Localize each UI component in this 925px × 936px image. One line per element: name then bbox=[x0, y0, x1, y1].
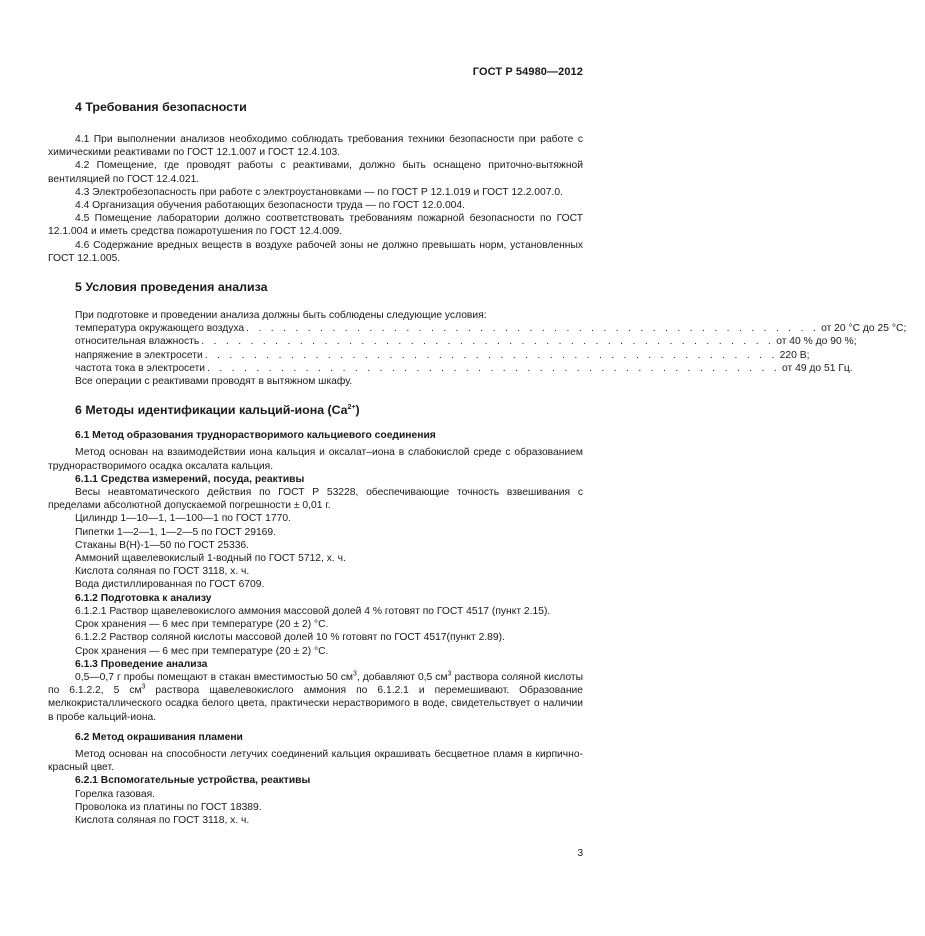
condition-row bbox=[48, 322, 907, 335]
list-item: Проволока из платины по ГОСТ 18389. bbox=[75, 801, 262, 813]
unit-superscript: 3 bbox=[353, 670, 357, 678]
list-item: Горелка газовая. bbox=[75, 788, 156, 800]
condition-value: от 40 % до 90 %; bbox=[776, 336, 857, 348]
list-item: Вода дистиллированная по ГОСТ 6709. bbox=[75, 579, 265, 591]
paragraph-6-1-method: Метод основан на взаимодействии иона кальция и оксалат–иона в слабокислой среде с образованием труднорастворимого осадка оксалата кальция. bbox=[48, 447, 583, 472]
paragraph-4-1: 4.1 При выполнении анализов необходимо соблюдать требования техники безопасности при работе с химическими реактивами по ГОСТ 12.1.007 и ГОСТ 12.4.103. bbox=[48, 134, 583, 159]
page-number: 3 bbox=[577, 848, 583, 859]
conditions-outro: Все операции с реактивами проводят в вытяжном шкафу. bbox=[75, 376, 353, 388]
list-item: Пипетки 1—2—1, 1—2—5 по ГОСТ 29169. bbox=[75, 526, 276, 538]
paragraph-4-2: 4.2 Помещение, где проводят работы с реактивами, должно быть оснащено приточно-вытяжной вентиляцией по ГОСТ 12.4.021. bbox=[48, 160, 583, 185]
storage-note: Срок хранения — 6 мес при температуре (20 ± 2) °С. bbox=[75, 645, 329, 657]
section-4-title: 4 Требования безопасности bbox=[75, 100, 247, 114]
condition-label: температура окружающего воздуха bbox=[75, 323, 245, 335]
condition-value: от 49 до 51 Гц. bbox=[782, 362, 853, 374]
condition-value: от 20 °С до 25 °С; bbox=[821, 323, 907, 335]
ion-charge-superscript: 2+ bbox=[347, 404, 356, 412]
section-6-title-end: ) bbox=[355, 403, 360, 418]
section-5-title: 5 Условия проведения анализа bbox=[75, 280, 268, 295]
subsection-6-1-title: 6.1 Метод образования труднорастворимого кальциевого соединения bbox=[75, 430, 436, 442]
paragraph-4-5: 4.5 Помещение лаборатории должно соответствовать требованиям пожарной безопасности по ГОСТ 12.1.004 и иметь средства пожаротушения по ГОСТ 12.4.009. bbox=[48, 213, 583, 238]
condition-row bbox=[48, 349, 810, 362]
paragraph-6-1-2-1: 6.1.2.1 Раствор щавелевокислого аммония массовой долей 4 % готовят по ГОСТ 4517 (пункт 2.15). bbox=[75, 605, 551, 617]
subsection-6-2-title: 6.2 Метод окрашивания пламени bbox=[75, 731, 243, 743]
list-item: Стаканы В(Н)-1—50 по ГОСТ 25336. bbox=[75, 539, 250, 551]
condition-row bbox=[48, 335, 857, 348]
subsection-6-1-3-title: 6.1.3 Проведение анализа bbox=[75, 658, 208, 670]
paragraph-4-3: 4.3 Электробезопасность при работе с электроустановками — по ГОСТ Р 12.1.019 и ГОСТ 12.2.007.0. bbox=[75, 186, 563, 198]
condition-row bbox=[48, 362, 853, 375]
subsection-6-1-2-title: 6.1.2 Подготовка к анализу bbox=[75, 592, 212, 604]
list-item: Аммоний щавелевокислый 1-водный по ГОСТ 5712, х. ч. bbox=[75, 553, 346, 565]
text-run: раствора соляной кислоты по 6.1.2.2, 5 см bbox=[48, 671, 584, 697]
unit-superscript: 3 bbox=[141, 683, 146, 691]
paragraph-4-4: 4.4 Организация обучения работающих безопасности труда — по ГОСТ 12.0.004. bbox=[75, 200, 465, 212]
section-6-title-text: 6 Методы идентификации кальций-иона (Ca bbox=[75, 403, 348, 418]
text-run: , добавляют 0,5 см bbox=[356, 671, 448, 683]
dot-leader: . . . . . . . . . . . . . . . . . . . . . . . . . . . . . . . . . . . . . . . . . . . . . . . bbox=[201, 336, 775, 348]
dot-leader: . . . . . . . . . . . . . . . . . . . . . . . . . . . . . . . . . . . . . . . . . . . . . . . bbox=[246, 323, 820, 335]
list-item: Кислота соляная по ГОСТ 3118, х. ч. bbox=[75, 566, 250, 578]
paragraph-6-1-3 bbox=[48, 671, 583, 724]
dot-leader: . . . . . . . . . . . . . . . . . . . . . . . . . . . . . . . . . . . . . . . . . . . . . . . bbox=[204, 349, 778, 361]
subsection-6-2-1-title: 6.2.1 Вспомогательные устройства, реактивы bbox=[75, 775, 311, 787]
section-6-title bbox=[48, 402, 583, 418]
paragraph-6-2-method: Метод основан на способности летучих соединений кальция окрашивать бесцветное пламя в кирпично-красный цвет. bbox=[48, 748, 583, 774]
list-item: Цилиндр 1—10—1, 1—100—1 по ГОСТ 1770. bbox=[75, 513, 291, 525]
subsection-6-1-1-title: 6.1.1 Средства измерений, посуда, реактивы bbox=[75, 473, 305, 485]
unit-superscript: 3 bbox=[447, 670, 452, 678]
list-item: Кислота соляная по ГОСТ 3118, х. ч. bbox=[75, 814, 250, 826]
paragraph-4-6: 4.6 Содержание вредных веществ в воздухе рабочей зоны не должно превышать норм, установленных ГОСТ 12.1.005. bbox=[48, 239, 583, 264]
conditions-intro: При подготовке и проведении анализа должны быть соблюдены следующие условия: bbox=[75, 310, 487, 322]
document-body bbox=[48, 92, 907, 827]
dot-leader: . . . . . . . . . . . . . . . . . . . . . . . . . . . . . . . . . . . . . . . . . . . . . . . bbox=[207, 362, 781, 374]
paragraph-6-1-2-2: 6.1.2.2 Раствор соляной кислоты массовой долей 10 % готовят по ГОСТ 4517(пункт 2.89). bbox=[75, 632, 505, 644]
document-header-id: ГОСТ Р 54980—2012 bbox=[472, 66, 583, 78]
text-run: 0,5—0,7 г пробы помещают в стакан вместимостью 50 см bbox=[75, 671, 353, 683]
condition-label: относительная влажность bbox=[75, 336, 200, 348]
paragraph-scales: Весы неавтоматического действия по ГОСТ Р 53228, обеспечивающие точность взвешивания с пределами абсолютной допускаемой погрешности ± 0,01 г. bbox=[48, 487, 583, 512]
condition-value: 220 В; bbox=[779, 349, 810, 361]
condition-label: напряжение в электросети bbox=[75, 349, 203, 361]
storage-note: Срок хранения — 6 мес при температуре (20 ± 2) °С. bbox=[75, 619, 329, 631]
condition-label: частота тока в электросети bbox=[75, 362, 206, 374]
text-run: раствора щавелевокислого аммония по 6.1.2.1 и перемешивают. Образование мелкокристаллического осадка белого цвета, практически нерастворимого в воде, свидетельствует о наличии в пробе кальций-иона. bbox=[48, 685, 583, 723]
